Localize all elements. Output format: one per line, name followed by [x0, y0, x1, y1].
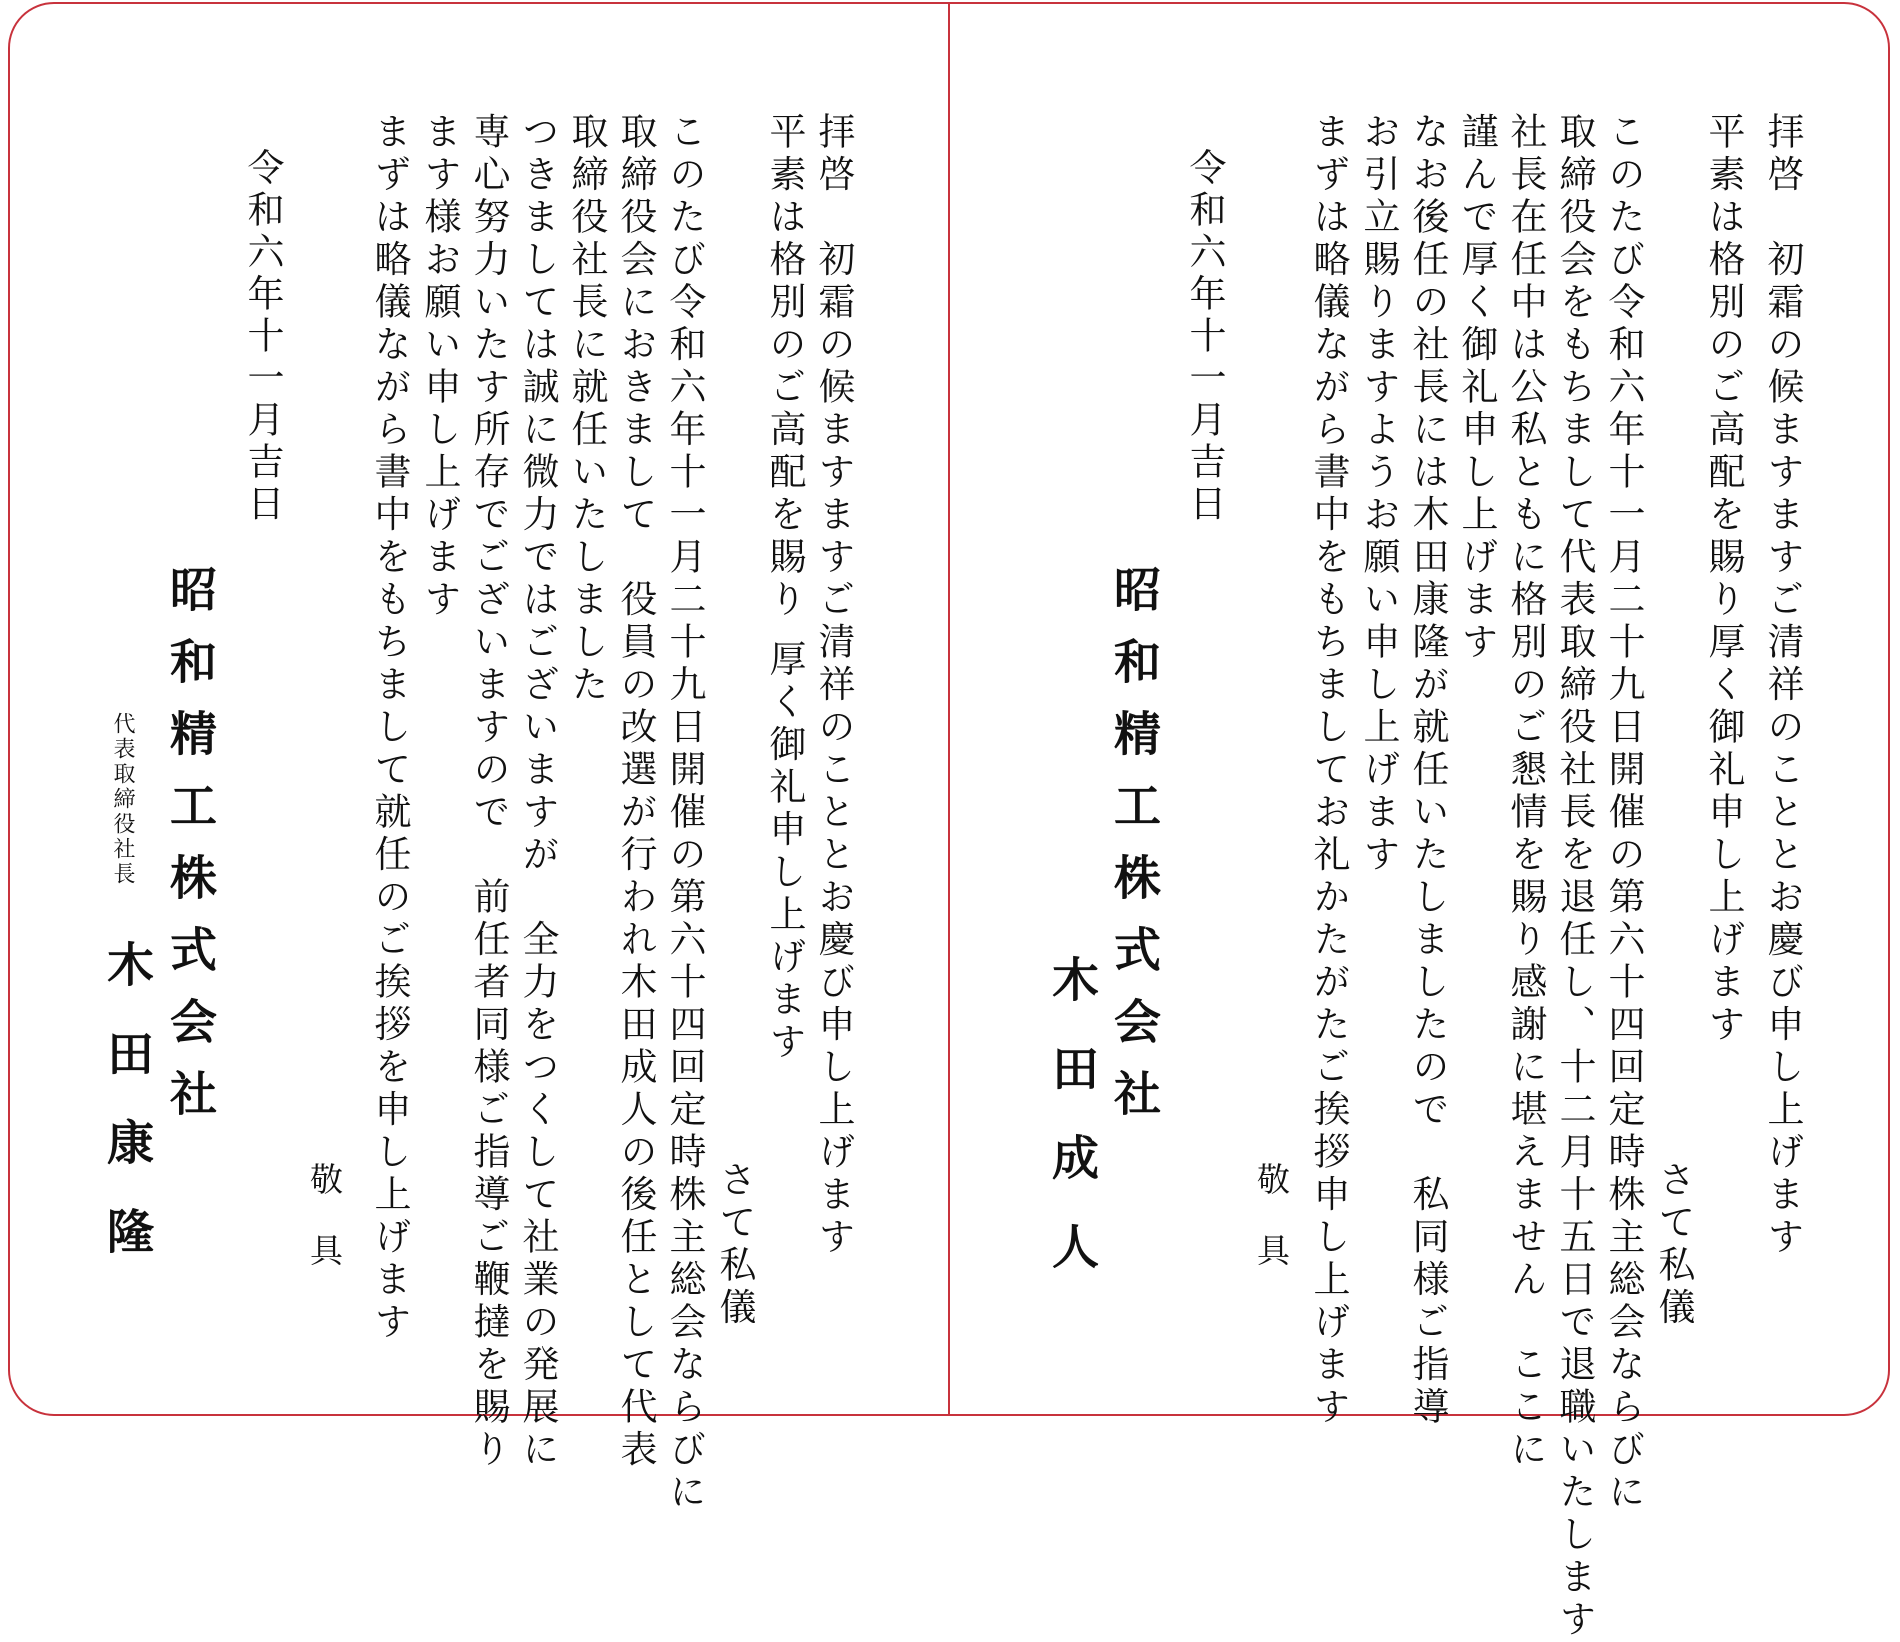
left-body-line-3-lead: さて私儀	[713, 1160, 756, 1330]
left-closing-keigu: 敬具	[305, 1162, 344, 1304]
right-body-line-8: お引立賜りますようお願い申し上げます	[1357, 112, 1400, 877]
left-salutation-line: 拝啓 初霜の候ますますご清祥のこととお慶び申し上げます	[812, 112, 855, 1260]
right-body-line-6: 謹んで厚く御礼申し上げます	[1455, 112, 1498, 665]
right-closing-keigu: 敬具	[1252, 1162, 1291, 1304]
left-body-line-9: まずは略儀ながら書中をもちまして就任のご挨拶を申し上げます	[368, 112, 411, 1345]
right-body-line-5: 社長在任中は公私ともに格別のご懇情を賜り感謝に堪えません ここに	[1504, 112, 1547, 1472]
left-signatory-name: 木田康隆	[99, 940, 154, 1296]
left-body-line-3: このたび令和六年十一月二十九日開催の第六十四回定時株主総会ならびに	[663, 112, 706, 1515]
right-body-line-7: なお後任の社長には木田康隆が就任いたしましたので 私同様ご指導	[1406, 112, 1449, 1430]
right-signatory-name: 木田成人	[1044, 955, 1099, 1311]
right-company-name: 昭和精工株式会社	[1106, 565, 1161, 1141]
right-body-line-4: 取締役会をもちまして代表取締役社長を退任し、十二月十五日で退職いたします	[1553, 112, 1596, 1642]
right-salutation-line: 拝啓 初霜の候ますますご清祥のこととお慶び申し上げます	[1761, 112, 1804, 1260]
left-body-line-5: 取締役社長に就任いたしました	[565, 112, 608, 707]
left-body-line-7: 専心努力いたす所存でございますので 前任者同様ご指導ご鞭撻を賜り	[467, 112, 510, 1472]
center-fold-line	[948, 2, 950, 1416]
left-signatory-title: 代表取締役社長	[110, 712, 135, 887]
left-body-line-4: 取締役会におきまして 役員の改選が行われ木田成人の後任として代表	[614, 112, 657, 1472]
right-body-line-9: まずは略儀ながら書中をもちましてお礼かたがたご挨拶申し上げます	[1307, 112, 1350, 1430]
right-date: 令和六年十一月吉日	[1183, 148, 1226, 526]
left-body-line-8: ます様お願い申し上げます	[418, 112, 461, 622]
left-date: 令和六年十一月吉日	[241, 148, 284, 526]
left-body-line-6: つきましては誠に微力ではございますが 全力をつくして社業の発展に	[516, 112, 559, 1472]
right-body-line-3: このたび令和六年十一月二十九日開催の第六十四回定時株主総会ならびに	[1602, 112, 1645, 1515]
left-company-name: 昭和精工株式会社	[162, 565, 217, 1141]
right-body-line-2: 平素は格別のご高配を賜り厚く御礼申し上げます	[1702, 112, 1745, 1047]
left-body-line-2: 平素は格別のご高配を賜り 厚く御礼申し上げます	[763, 112, 806, 1065]
right-body-line-3-lead: さて私儀	[1652, 1160, 1695, 1330]
